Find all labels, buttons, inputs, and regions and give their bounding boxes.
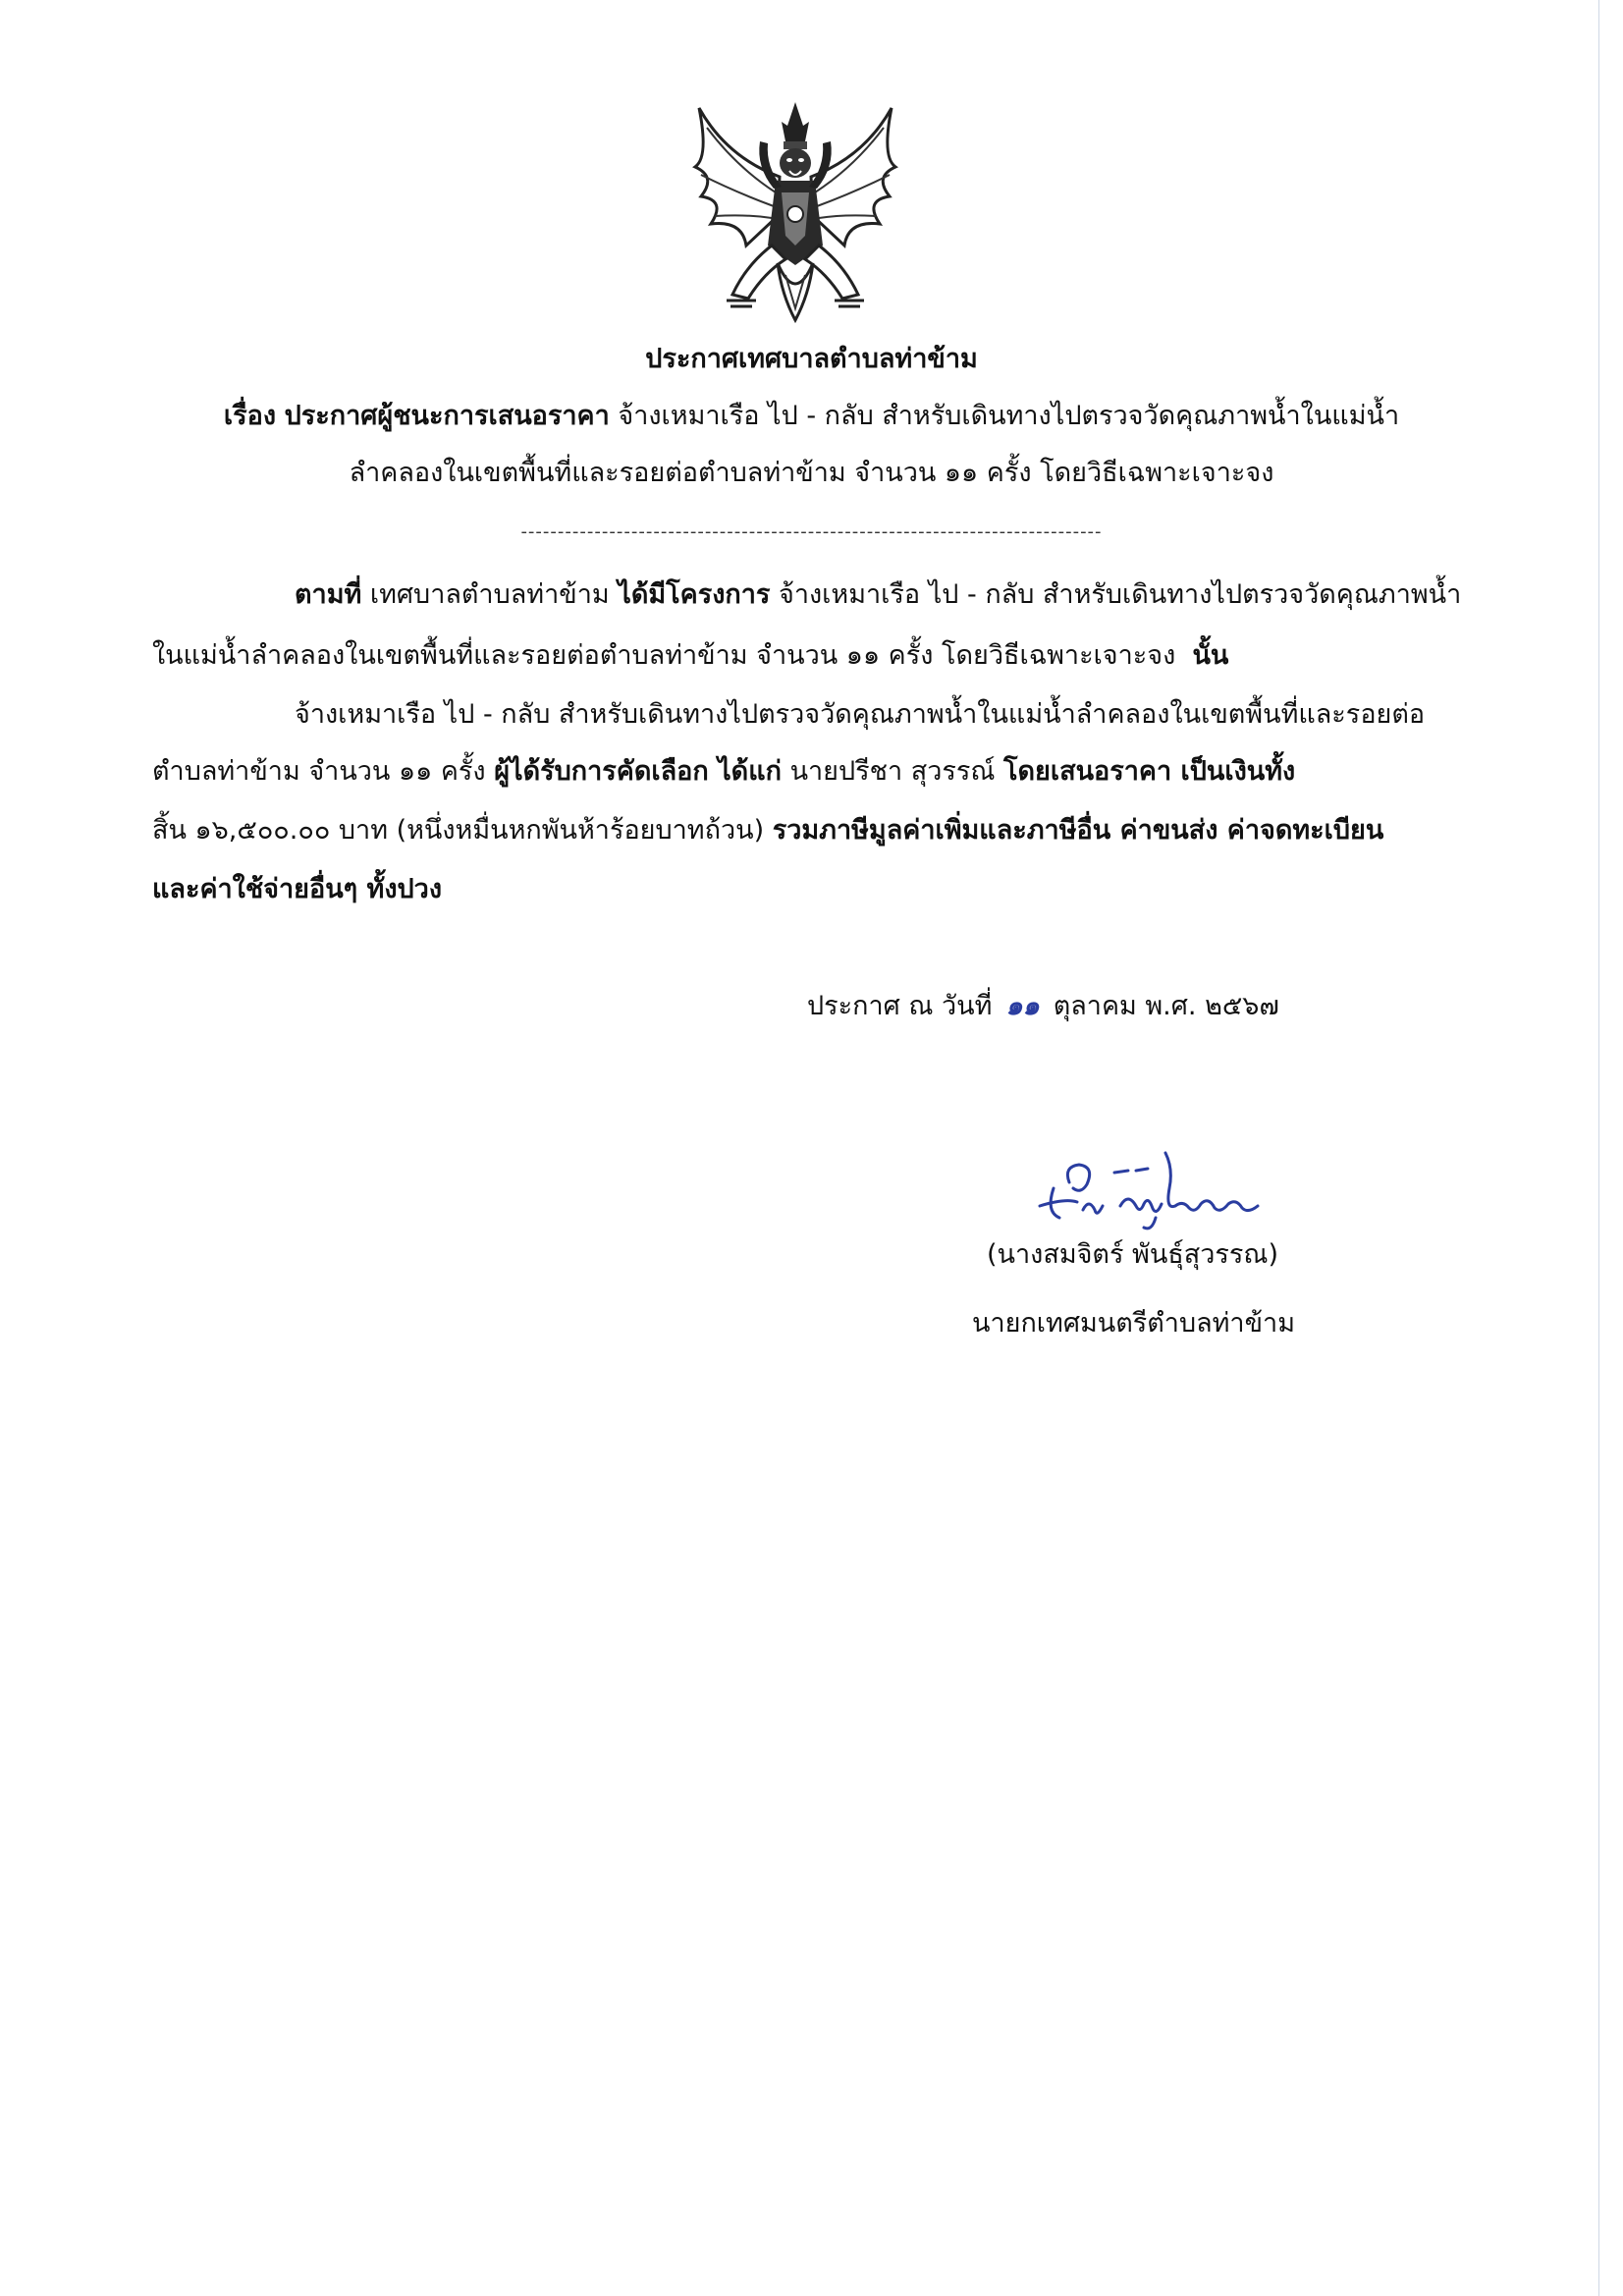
para1-line2-text: ในแม่น้ำลำคลองในเขตพื้นที่และรอยต่อตำบลท่าข้าม จำนวน ๑๑ ครั้ง โดยวิธีเฉพาะเจาะจง [152,640,1176,671]
separator-line: ------------------------------------------------------------------------------- [520,521,1103,542]
paragraph-2-line-1: จ้างเหมาเรือ ไป - กลับ สำหรับเดินทางไปตรวจวัดคุณภาพน้ำในแม่น้ำลำคลองในเขตพื้นที่และรอยต่อ [295,699,1426,730]
signer-name: (นางสมจิตร์ พันธุ์สุวรรณ) [987,1239,1279,1270]
subject-line-2: ลำคลองในเขตพื้นที่และรอยต่อตำบลท่าข้าม จำนวน ๑๑ ครั้ง โดยวิธีเฉพาะเจาะจง [349,458,1274,488]
date-day: ๑๑ [1005,991,1040,1021]
other-costs: และค่าใช้จ่ายอื่นๆ ทั้งปวง [152,874,443,904]
paragraph-2-line-4 [152,870,442,909]
handwritten-signature [1026,1149,1281,1237]
paragraph-1-line-2 [152,636,1228,676]
date-month-year: ตุลาคม พ.ศ. ๒๕๖๗ [1053,991,1279,1021]
para1-text: จ้างเหมาเรือ ไป - กลับ สำหรับเดินทางไปตรวจวัดคุณภาพน้ำ [779,579,1462,610]
para2-line2-text: ตำบลท่าข้าม จำนวน ๑๑ ครั้ง [152,756,486,787]
subject-line-1 [0,397,1623,436]
para1-org: เทศบาลตำบลท่าข้าม [369,579,610,610]
subject-text: จ้างเหมาเรือ ไป - กลับ สำหรับเดินทางไปตรวจวัดคุณภาพน้ำในแม่น้ำ [618,401,1400,431]
winner-name: นายปรีชา สุวรรณ์ [789,756,996,787]
announcement-date [807,987,1279,1026]
para1-end: นั้น [1192,640,1229,671]
signer-title: นายกเทศมนตรีตำบลท่าข้าม [972,1308,1295,1339]
bid-label: โดยเสนอราคา เป็นเงินทั้ง [1003,756,1296,787]
tax-clause: รวมภาษีมูลค่าเพิ่มและภาษีอื่น ค่าขนส่ง ค่าจดทะเบียน [772,815,1384,846]
selected-label: ผู้ได้รับการคัดเลือก ได้แก่ [494,756,782,787]
garuda-emblem-icon [687,98,903,344]
para1-bold: ได้มีโครงการ [618,579,771,610]
subject-heading: ประกาศผู้ชนะการเสนอราคา [284,401,610,431]
announcement-title: ประกาศเทศบาลตำบลท่าข้าม [645,344,978,374]
date-prefix: ประกาศ ณ วันที่ [807,991,993,1021]
paragraph-1-line-1 [295,575,1461,615]
paragraph-2-line-2 [152,752,1295,792]
bid-amount: สิ้น ๑๖,๕๐๐.๐๐ บาท (หนึ่งหมื่นหกพันห้าร้อยบาทถ้วน) [152,815,765,846]
para1-label: ตามที่ [295,579,362,610]
subject-label: เรื่อง [223,401,277,431]
paragraph-2-line-3 [152,811,1383,850]
